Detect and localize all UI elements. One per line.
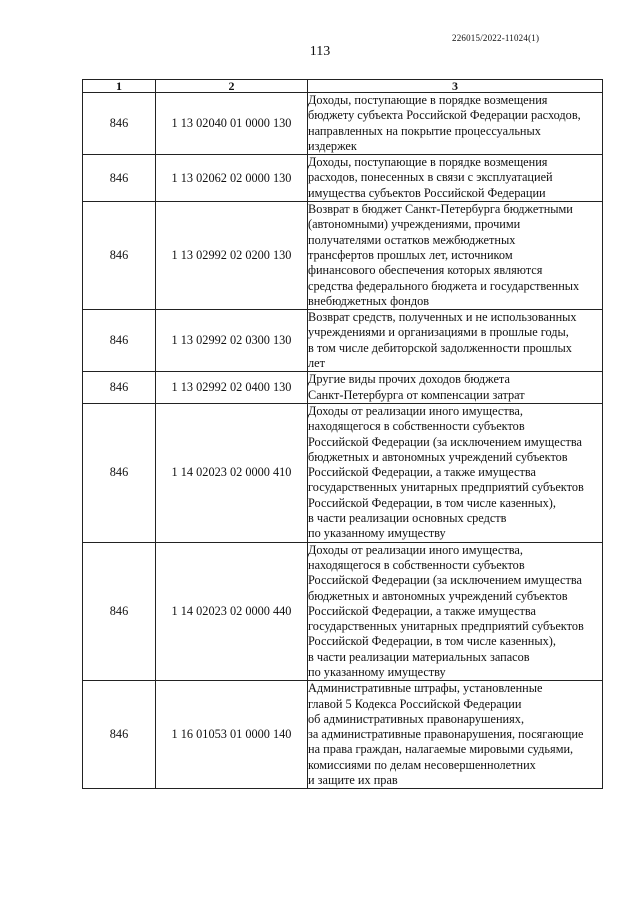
revenue-name-line: в части реализации материальных запасов [308,649,530,664]
table-header [83,80,603,93]
admin-code-cell: 846 [83,372,156,404]
revenue-name-line: бюджету субъекта Российской Федерации расходов, [308,108,581,123]
revenue-name-cell [308,542,603,681]
revenue-name-line: бюджетных и автономных учреждений субъектов [308,449,568,464]
revenue-name-line: по указанному имуществу [308,664,446,679]
revenue-name-line: Российской Федерации (за исключением имущества [308,573,582,588]
revenue-name-cell [308,202,603,310]
revenue-code-cell: 1 14 02023 02 0000 440 [156,542,308,681]
column-header-2: 2 [156,80,308,93]
revenue-name-line: имущества субъектов Российской Федерации [308,185,546,200]
revenue-name-line: бюджетных и автономных учреждений субъектов [308,588,568,603]
revenue-name-line: финансового обеспечения которых являются [308,263,543,278]
revenue-name-line: находящегося в собственности субъектов [308,419,525,434]
revenue-name-line: на права граждан, налагаемые мировыми судьями, [308,742,574,757]
revenue-name-line: комиссиями по делам несовершеннолетних [308,757,536,772]
revenue-name-cell [308,93,603,155]
revenue-name-line: главой 5 Кодекса Российской Федерации [308,696,522,711]
revenue-code-cell: 1 14 02023 02 0000 410 [156,403,308,542]
revenue-code-cell: 1 13 02992 02 0300 130 [156,310,308,372]
revenue-name-line: государственных унитарных предприятий субъектов [308,480,584,495]
revenue-name-line: Доходы, поступающие в порядке возмещения [308,93,548,107]
revenue-name-cell [308,155,603,202]
revenue-name-line: Российской Федерации, а также имущества [308,465,536,480]
table-row [83,542,603,681]
revenue-name-cell [308,310,603,372]
revenue-name-line: Российской Федерации, в том числе казенных), [308,495,556,510]
revenue-name-line: и защите их прав [308,773,398,788]
revenue-name-cell [308,403,603,542]
admin-code-cell: 846 [83,542,156,681]
table-row [83,202,603,310]
revenue-name-line: Российской Федерации, а также имущества [308,603,536,618]
table-body [83,93,603,789]
revenue-name-cell [308,681,603,789]
revenue-name-line: Административные штрафы, установленные [308,681,543,696]
admin-code-cell: 846 [83,681,156,789]
revenue-name-line: Другие виды прочих доходов бюджета [308,372,510,387]
admin-code-cell: 846 [83,155,156,202]
revenue-name-line: трансфертов прошлых лет, источником [308,247,513,262]
revenue-name-line: в том числе дебиторской задолженности прошлых [308,340,572,355]
table-row [83,372,603,404]
table-row [83,93,603,155]
revenue-name-line: Доходы от реализации иного имущества, [308,403,523,418]
column-header-3: 3 [308,80,603,93]
revenue-name-line: расходов, понесенных в связи с эксплуатацией [308,170,553,185]
revenue-code-cell: 1 16 01053 01 0000 140 [156,681,308,789]
page-number: 113 [309,44,331,59]
revenue-name-line: Доходы от реализации иного имущества, [308,542,523,557]
table-row [83,403,603,542]
revenue-name-line: внебюджетных фондов [308,293,430,308]
revenue-name-line: издержек [308,138,357,153]
admin-code-cell: 846 [83,93,156,155]
admin-code-cell: 846 [83,310,156,372]
revenue-name-line: направленных на покрытие процессуальных [308,123,541,138]
revenue-name-line: за административные правонарушения, посягающие [308,727,584,742]
revenue-name-line: средства федерального бюджета и государственных [308,278,580,293]
revenue-codes-table [82,79,603,789]
table-row [83,155,603,202]
table-row [83,681,603,789]
revenue-name-cell [308,372,603,404]
revenue-name-line: Российской Федерации, в том числе казенных), [308,634,556,649]
revenue-name-line: находящегося в собственности субъектов [308,557,525,572]
revenue-name-line: Российской Федерации (за исключением имущества [308,434,582,449]
revenue-name-line: об административных правонарушениях, [308,711,525,726]
revenue-name-line: лет [308,356,325,371]
header-row [83,80,603,93]
revenue-code-cell: 1 13 02040 01 0000 130 [156,93,308,155]
document-number: 226015/2022-11024(1) [452,33,540,43]
revenue-code-cell: 1 13 02992 02 0200 130 [156,202,308,310]
revenue-code-cell: 1 13 02062 02 0000 130 [156,155,308,202]
column-header-1: 1 [83,80,156,93]
revenue-name-line: учреждениями и организациями в прошлые годы, [308,325,569,340]
revenue-name-line: государственных унитарных предприятий субъектов [308,619,584,634]
revenue-name-line: по указанному имуществу [308,526,446,541]
revenue-name-line: получателями остатков межбюджетных [308,232,516,247]
revenue-name-line: (автономными) учреждениями, прочими [308,217,521,232]
revenue-name-line: в части реализации основных средств [308,511,507,526]
table-row [83,310,603,372]
revenue-name-line: Санкт-Петербурга от компенсации затрат [308,387,525,402]
admin-code-cell: 846 [83,403,156,542]
revenue-code-cell: 1 13 02992 02 0400 130 [156,372,308,404]
revenue-name-line: Возврат в бюджет Санкт-Петербурга бюджетными [308,202,573,217]
revenue-name-line: Возврат средств, полученных и не использованных [308,310,577,325]
admin-code-cell: 846 [83,202,156,310]
revenue-name-line: Доходы, поступающие в порядке возмещения [308,155,548,170]
